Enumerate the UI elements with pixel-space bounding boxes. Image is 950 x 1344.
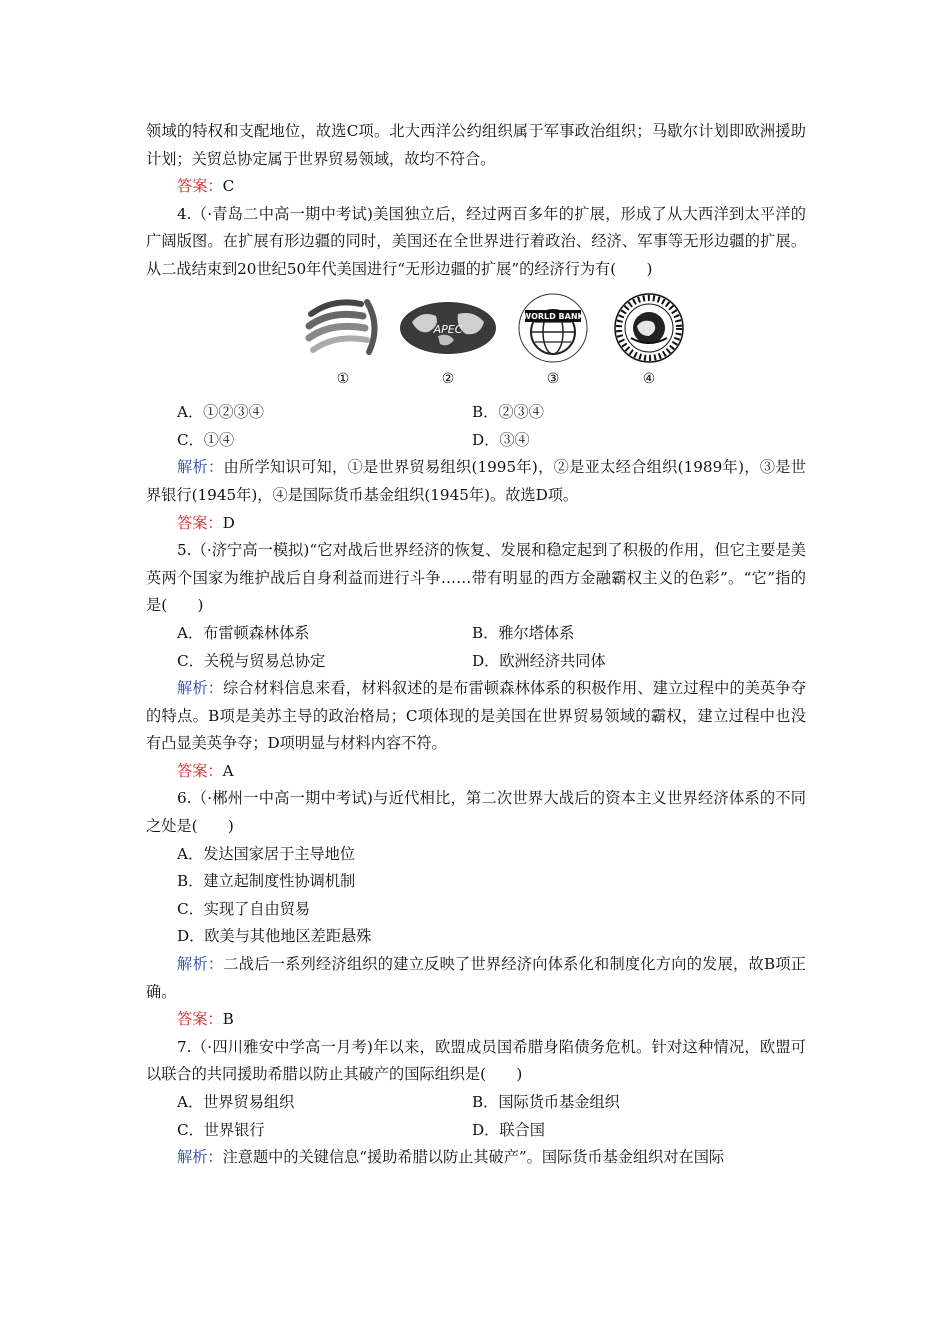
q5-answer bbox=[146, 758, 806, 786]
q6-answer bbox=[146, 1006, 806, 1034]
q4-answer bbox=[146, 510, 806, 538]
analysis-text: 二战后一系列经济组织的建立反映了世界经济向体系化和制度化方向的发展，故B项正确。 bbox=[146, 955, 806, 1001]
q6-option-d bbox=[146, 923, 806, 951]
logo-number: ④ bbox=[642, 370, 656, 387]
q5-options-row-1 bbox=[146, 620, 806, 648]
answer-label: 答案： bbox=[177, 761, 223, 780]
q6-stem: 6.（·郴州一中高一期中考试)与近代相比，第二次世界大战后的资本主义世界经济体系的不同之处是( ) bbox=[146, 789, 806, 836]
analysis-label: 解析： bbox=[177, 1148, 223, 1167]
option-a: A．①②③④ bbox=[177, 403, 264, 422]
analysis-label: 解析： bbox=[177, 679, 224, 698]
analysis-text: 由所学知识可知，①是世界贸易组织(1995年)，②是亚太经合组织(1989年)，③是世界银行(1945年)，④是国际货币基金组织(1945年)。故选D项。 bbox=[146, 458, 806, 504]
world-bank-logo-icon bbox=[513, 292, 593, 364]
apec-text: APEC bbox=[433, 322, 463, 336]
q4-options-row-2 bbox=[146, 427, 806, 455]
q4-options-row-1 bbox=[146, 399, 806, 427]
option-b: B．②③④ bbox=[472, 403, 544, 422]
q4-logo-row bbox=[146, 292, 806, 394]
analysis-text: 注意题中的关键信息“援助希腊以防止其破产”。国际货币基金组织对在国际 bbox=[222, 1148, 725, 1167]
answer-value: D bbox=[222, 513, 235, 532]
analysis-label: 解析： bbox=[177, 458, 224, 477]
q6-option-b bbox=[146, 868, 806, 896]
wto-logo-icon bbox=[303, 292, 383, 364]
q5-options-row-2 bbox=[146, 648, 806, 676]
q6-analysis bbox=[146, 951, 806, 1006]
q4-logo-4 bbox=[608, 292, 690, 394]
logo-number: ② bbox=[441, 370, 455, 387]
q6-option-a bbox=[146, 841, 806, 869]
answer-value: A bbox=[222, 761, 234, 780]
answer-label: 答案： bbox=[177, 177, 223, 196]
imf-logo-icon bbox=[609, 292, 689, 364]
answer-label: 答案： bbox=[177, 513, 223, 532]
document-page bbox=[146, 118, 806, 1172]
option-b: B．雅尔塔体系 bbox=[472, 623, 575, 642]
q5-analysis bbox=[146, 675, 806, 758]
option-c: C．关税与贸易总协定 bbox=[177, 651, 326, 670]
q4-logo-2 bbox=[398, 292, 498, 394]
q4-analysis bbox=[146, 454, 806, 509]
q7-stem: 7.（·四川雅安中学高一月考)年以来，欧盟成员国希腊身陷债务危机。针对这种情况，欧盟可以联合的共同援助希腊以防止其破产的国际组织是( ) bbox=[146, 1037, 806, 1084]
option-d: D．联合国 bbox=[472, 1120, 545, 1139]
q6-option-c bbox=[146, 896, 806, 924]
logo-number: ① bbox=[336, 370, 350, 387]
q7-options-row-1 bbox=[146, 1089, 806, 1117]
option-c: C．①④ bbox=[177, 430, 235, 449]
option-d: D．欧洲经济共同体 bbox=[472, 651, 606, 670]
q7-options-row-2 bbox=[146, 1117, 806, 1145]
answer-value: B bbox=[222, 1010, 234, 1029]
answer-label: 答案： bbox=[177, 1010, 223, 1029]
option-a: A．世界贸易组织 bbox=[177, 1093, 295, 1111]
q3-analysis-continuation: 领域的特权和支配地位，故选C项。北大西洋公约组织属于军事政治组织；马歇尔计划即欧洲援助计划；关贸总协定属于世界贸易领域，故均不符合。 bbox=[146, 122, 806, 168]
option-b: B．建立起制度性协调机制 bbox=[177, 872, 356, 891]
q4-stem: 4.（·青岛二中高一期中考试)美国独立后，经过两百多年的扩展，形成了从大西洋到太平洋的广阔版图。在扩展有形边疆的同时，美国还在全世界进行着政治、经济、军事等无形边疆的扩展。从二战结束到20世纪50年代美国进行“无形边疆的扩展”的经济行为有( ) bbox=[146, 204, 806, 278]
logo-number: ③ bbox=[546, 370, 560, 387]
option-b: B．国际货币基金组织 bbox=[472, 1093, 620, 1111]
option-a: A．发达国家居于主导地位 bbox=[177, 844, 356, 863]
apec-logo-icon bbox=[398, 292, 498, 364]
q4-logo-1 bbox=[302, 292, 384, 394]
q7-analysis bbox=[146, 1144, 806, 1172]
analysis-text: 综合材料信息来看，材料叙述的是布雷顿森林体系的积极作用、建立过程中的美英争夺的特点。B项是美苏主导的政治格局；C项体现的是美国在世界贸易领域的霸权，建立过程中也没有凸显美英争夺；D项明显与材料内容不符。 bbox=[146, 679, 807, 753]
q4-logo-3 bbox=[512, 292, 594, 394]
option-d: D．③④ bbox=[472, 430, 530, 449]
analysis-label: 解析： bbox=[177, 955, 224, 974]
world-bank-text: WORLD BANK bbox=[522, 311, 584, 321]
answer-value: C bbox=[222, 177, 235, 196]
option-c: C．世界银行 bbox=[177, 1120, 265, 1139]
option-c: C．实现了自由贸易 bbox=[177, 899, 311, 918]
option-a: A．布雷顿森林体系 bbox=[177, 623, 310, 642]
q5-stem: 5.（·济宁高一模拟)“它对战后世界经济的恢复、发展和稳定起到了积极的作用，但它主要是美英两个国家为维护战后自身利益而进行斗争……带有明显的西方金融霸权主义的色彩”。“它”指的是( ) bbox=[146, 541, 806, 615]
q3-answer bbox=[146, 173, 806, 201]
option-d: D．欧美与其他地区差距悬殊 bbox=[177, 927, 372, 946]
